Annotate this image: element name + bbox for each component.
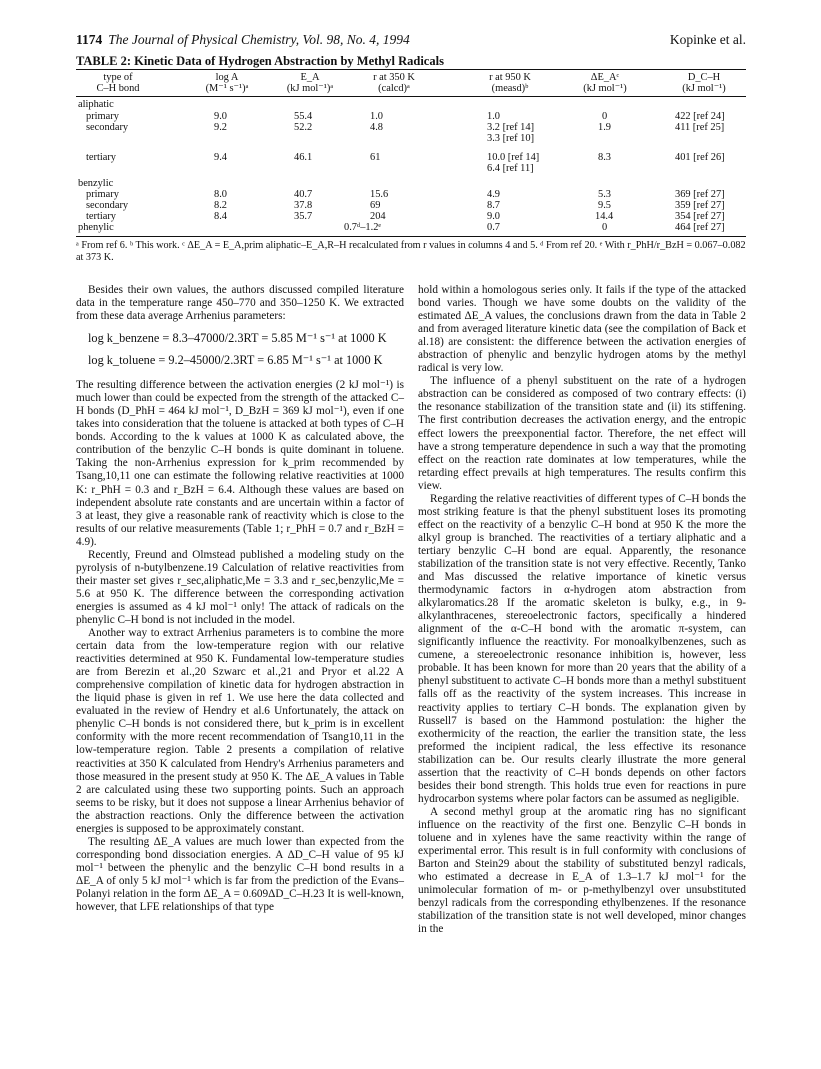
table-cell: 4.8 bbox=[370, 122, 383, 133]
table-cell: 8.4 bbox=[214, 211, 227, 222]
table-cell: 422 [ref 24] bbox=[675, 111, 725, 122]
table-cell: 61 bbox=[370, 152, 381, 163]
running-header bbox=[76, 32, 746, 50]
table-cell: 1.9 bbox=[598, 122, 611, 133]
table-cell: 37.8 bbox=[294, 200, 313, 211]
table-cell: 359 [ref 27] bbox=[675, 200, 725, 211]
table-header-rule bbox=[76, 96, 746, 97]
table-cell: 9.4 bbox=[214, 152, 227, 163]
table-cell: 9.0 bbox=[487, 211, 500, 222]
table-bottom-rule bbox=[76, 236, 746, 237]
paragraph: Another way to extract Arrhenius parameters is to combine the more certain data from the low-temperature region with our relative reactivities determined at 950 K. Fundamental low-temperature studies are from Berezin et al.,20 Szwarc et al.,21 and Pryor et al.22 A comprehensive compilation of kinetic data for hydrogen abstraction in the liquid phase is given in ref 1. We use here the data collected and evaluated in the review of Hendry et al.6 Unfortunately, the attack on phenylic C–H bonds is not considered there, but k_prim is in excellent conformity with the more recent recommendation of Tsang10,11 in the low-temperature region. Table 2 presents a compilation of relative reactivities at 350 K calculated from Hendry's Arrhenius parameters and those measured in the present study at 950 K. The ΔE_A values in Table 2 are calculated using these two supporting points. Such an approach seems to be risky, but it does not suppose a linear Arrhenius behavior of the abstraction reactions. Only the difference between the activation energies is supposed to be approximately constant. bbox=[76, 627, 404, 835]
table-cell: primary bbox=[86, 111, 119, 122]
table-cell: 8.3 bbox=[598, 152, 611, 163]
table-cell: 411 [ref 25] bbox=[675, 122, 725, 133]
paragraph: hold within a homologous series only. It fails if the type of the attacked bond varies. Though we have some doubts on the validity of the estimated ΔE_A values, the conclusions drawn from the data in Table 2 and from averaged literature kinetic data (see the compilation of Back et al.18) are consistent: the difference between the activation energies of abstraction of phenylic and benzylic hydrogen atoms by the methyl radical is very low. bbox=[418, 284, 746, 375]
table-cell: 0 bbox=[602, 222, 608, 233]
right-column bbox=[418, 284, 746, 936]
table-header-dea: ΔE_Aᶜ (kJ mol⁻¹) bbox=[583, 72, 627, 95]
paragraph: Regarding the relative reactivities of different types of C–H bonds the most striking feature is that the phenyl substituent loses its promoting effect on the reactivity of a benzylic C–H bond at 950 K the more the alkyl group is branched. The reactivities of a tertiary aliphatic and a tertiary benzylic C–H bond are equal. Apparently, the resonance stabilization of the transition state is not very effective. Recently, Tanko and Mas discussed the relative importance of kinetic versus thermodynamic factors in α-hydrogen atom abstraction from alkylaromatics.28 If the aromatic skeleton is bulky, e.g., in 9-alkylanthracenes, stereoelectronic factors, specifically a hindered alignment of the α-C–H bond with the aromatic π-system, can significantly influence the reactivity. For monoalkylbenzenes, such as cumene, a stereoelectronic resonance inhibition is, however, less probable. It has been known for more than 20 years that the ability of a phenyl substituent to activate C–H bonds more than a methyl substituent falls off as the reactivity of the system increases. This increase in reactivity applies to tertiary C–H bonds. The explanation given by Russell7 is based on the Hammond postulation: the higher the exothermicity of the reaction, the earlier the transition state, the less preformed the incipient radical, the less effective its resonance stabilization can be. Our results clearly illustrate the more general assertion that the reactivity of C–H bonds depends on other factors besides their bond strength. This holds true even for reactions in pure hydrocarbon systems where polar factors can be assumed as negligible. bbox=[418, 492, 746, 805]
table-cell: tertiary bbox=[86, 152, 116, 163]
table-cell: 0.7ᵈ–1.2ᵉ bbox=[344, 222, 382, 233]
table-header-loga: log A (M⁻¹ s⁻¹)ᵃ bbox=[205, 72, 249, 95]
paragraph: The influence of a phenyl substituent on the rate of a hydrogen abstraction can be considered as composed of two contrary effects: (i) the resonance stabilization of the transition state and (ii) its stiffening. The first contribution decreases the activation energy, and the entropic effect lowers the preexponential factor. Therefore, the net effect will have a strong temperature dependence in such a way that the promoting effect on the reaction rate dominates at low temperatures, while the retarding effect prevails at high temperatures. The results confirm this view. bbox=[418, 375, 746, 492]
equation: log k_benzene = 8.3–47000/2.3RT = 5.85 M⁻¹ s⁻¹ at 1000 K bbox=[88, 331, 387, 346]
left-column bbox=[76, 284, 404, 914]
table-cell: 15.6 bbox=[370, 189, 389, 200]
table-cell: 52.2 bbox=[294, 122, 313, 133]
page-number: 1174 bbox=[76, 32, 103, 47]
table-group-label: benzylic bbox=[78, 178, 114, 189]
table-cell: 35.7 bbox=[294, 211, 313, 222]
table-header-type: type of C–H bond bbox=[96, 72, 140, 95]
paragraph: The resulting ΔE_A values are much lower than expected from the corresponding bond dissociation energies. A ΔD_C–H value of 95 kJ mol⁻¹ between the phenylic and the benzylic C–H bond results in a ΔE_A of only 5 kJ mol⁻¹ which is far from the prediction of the Evans–Polanyi relation in the form ΔE_A = 0.609ΔD_C–H.23 It is well-known, however, that LFE relationships of that type bbox=[76, 835, 404, 914]
table-cell: 0 bbox=[602, 111, 608, 122]
table-cell: 8.7 bbox=[487, 200, 500, 211]
table-cell: 9.0 bbox=[214, 111, 227, 122]
table-cell: phenylic bbox=[78, 222, 114, 233]
table-cell: 5.3 bbox=[598, 189, 611, 200]
table-cell: 354 [ref 27] bbox=[675, 211, 725, 222]
paragraph: A second methyl group at the aromatic ring has no significant influence on the reactivity of the first one. Benzylic C–H bonds in toluene and in xylenes have the same reactivity within the range of experimental error. This result is in full conformity with conclusions of Barton and Stein29 about the stability of substituted benzyl radicals, who estimated a decrease in E_A of 1.3–1.7 kJ mol⁻¹ for the unimolecular formation of m- or p-methylbenzyl over unsubstituted benzyl radicals from the corresponding ethylbenzenes. If the resonance stabilization of the transition state is not well developed, minor changes in the bbox=[418, 805, 746, 936]
table-header-ea: E_A (kJ mol⁻¹)ᵃ bbox=[286, 72, 334, 95]
table-footnote: ᵃ From ref 6. ᵇ This work. ᶜ ΔE_A = E_A,prim aliphatic–E_A,R–H recalculated from r values in columns 4 and 5. ᵈ From ref 20. ᵉ With r_PhH/r_BzH = 0.067–0.082 at 373 K. bbox=[76, 240, 746, 263]
table-cell: 9.2 bbox=[214, 122, 227, 133]
table-top-rule bbox=[76, 69, 746, 70]
table-cell: 40.7 bbox=[294, 189, 313, 200]
table-cell: 8.0 bbox=[214, 189, 227, 200]
equation: log k_toluene = 9.2–45000/2.3RT = 6.85 M⁻¹ s⁻¹ at 1000 K bbox=[88, 353, 383, 368]
table-cell: 10.0 [ref 14] 6.4 [ref 11] bbox=[487, 152, 540, 175]
table-cell: 464 [ref 27] bbox=[675, 222, 725, 233]
table-cell: 46.1 bbox=[294, 152, 313, 163]
table-cell: 4.9 bbox=[487, 189, 500, 200]
table-group-label: aliphatic bbox=[78, 99, 114, 110]
table-cell: 8.2 bbox=[214, 200, 227, 211]
table-cell: 369 [ref 27] bbox=[675, 189, 725, 200]
paragraph: Recently, Freund and Olmstead published a modeling study on the pyrolysis of n-butylbenzene.19 Calculation of relative reactivities from their master set gives r_sec,aliphatic,Me = 3.3 and r_sec,benzylic,Me = 5.6 at 950 K. The difference between the corresponding activation energies is assumed as 4 kJ mol⁻¹ only! The attack of radicals on the phenylic C–H bond is not included in the model. bbox=[76, 548, 404, 626]
table-cell: 9.5 bbox=[598, 200, 611, 211]
table-header-dch: D_C–H (kJ mol⁻¹) bbox=[682, 72, 726, 95]
table-cell: 0.7 bbox=[487, 222, 500, 233]
table-caption: TABLE 2: Kinetic Data of Hydrogen Abstraction by Methyl Radicals bbox=[76, 54, 444, 68]
table-header-r950: r at 950 K (measd)ᵇ bbox=[489, 72, 531, 95]
table-cell: 204 bbox=[370, 211, 386, 222]
table-cell: 3.2 [ref 14] 3.3 [ref 10] bbox=[487, 122, 535, 145]
paragraph: Besides their own values, the authors discussed compiled literature data in the temperature range 450–770 and 350–1250 K. We extracted from these data average Arrhenius parameters: bbox=[76, 284, 404, 323]
table-cell: 55.4 bbox=[294, 111, 313, 122]
table-cell: 1.0 bbox=[370, 111, 383, 122]
table-cell: tertiary bbox=[86, 211, 116, 222]
table-cell: 1.0 bbox=[487, 111, 500, 122]
table-cell: 401 [ref 26] bbox=[675, 152, 725, 163]
journal-citation: The Journal of Physical Chemistry, Vol. 98, No. 4, 1994 bbox=[108, 32, 410, 47]
authors-header: Kopinke et al. bbox=[669, 32, 746, 47]
paragraph: The resulting difference between the activation energies (2 kJ mol⁻¹) is much lower than could be expected from the strength of the attacked C–H bonds (D_PhH = 464 kJ mol⁻¹, D_BzH = 369 kJ mol⁻¹), even if one takes into consideration that the toluene is attacked at both types of C–H bonds. According to the k values at 1000 K as calculated above, the contribution of the benzylic C–H bonds is quite dominant in toluene. Taking the non-Arrhenius expression for k_prim recommended by Tsang,10,11 one can estimate the following relative reactivities at 1000 K: r_PhH = 0.3 and r_BzH = 6.4. Although these values are based on independent absolute rate constants and are uncertain within a factor of 3 at least, they give a reasonable rank of reactivity which is close to the results of our relative measurements (Table 1; r_PhH = 0.7 and r_BzH = 4.9). bbox=[76, 379, 404, 548]
table-cell: 69 bbox=[370, 200, 381, 211]
table-cell: secondary bbox=[86, 200, 129, 211]
table-header-r350: r at 350 K (calcd)ᵃ bbox=[373, 72, 415, 95]
table-cell: secondary bbox=[86, 122, 129, 133]
table-cell: 14.4 bbox=[595, 211, 614, 222]
table-cell: primary bbox=[86, 189, 119, 200]
